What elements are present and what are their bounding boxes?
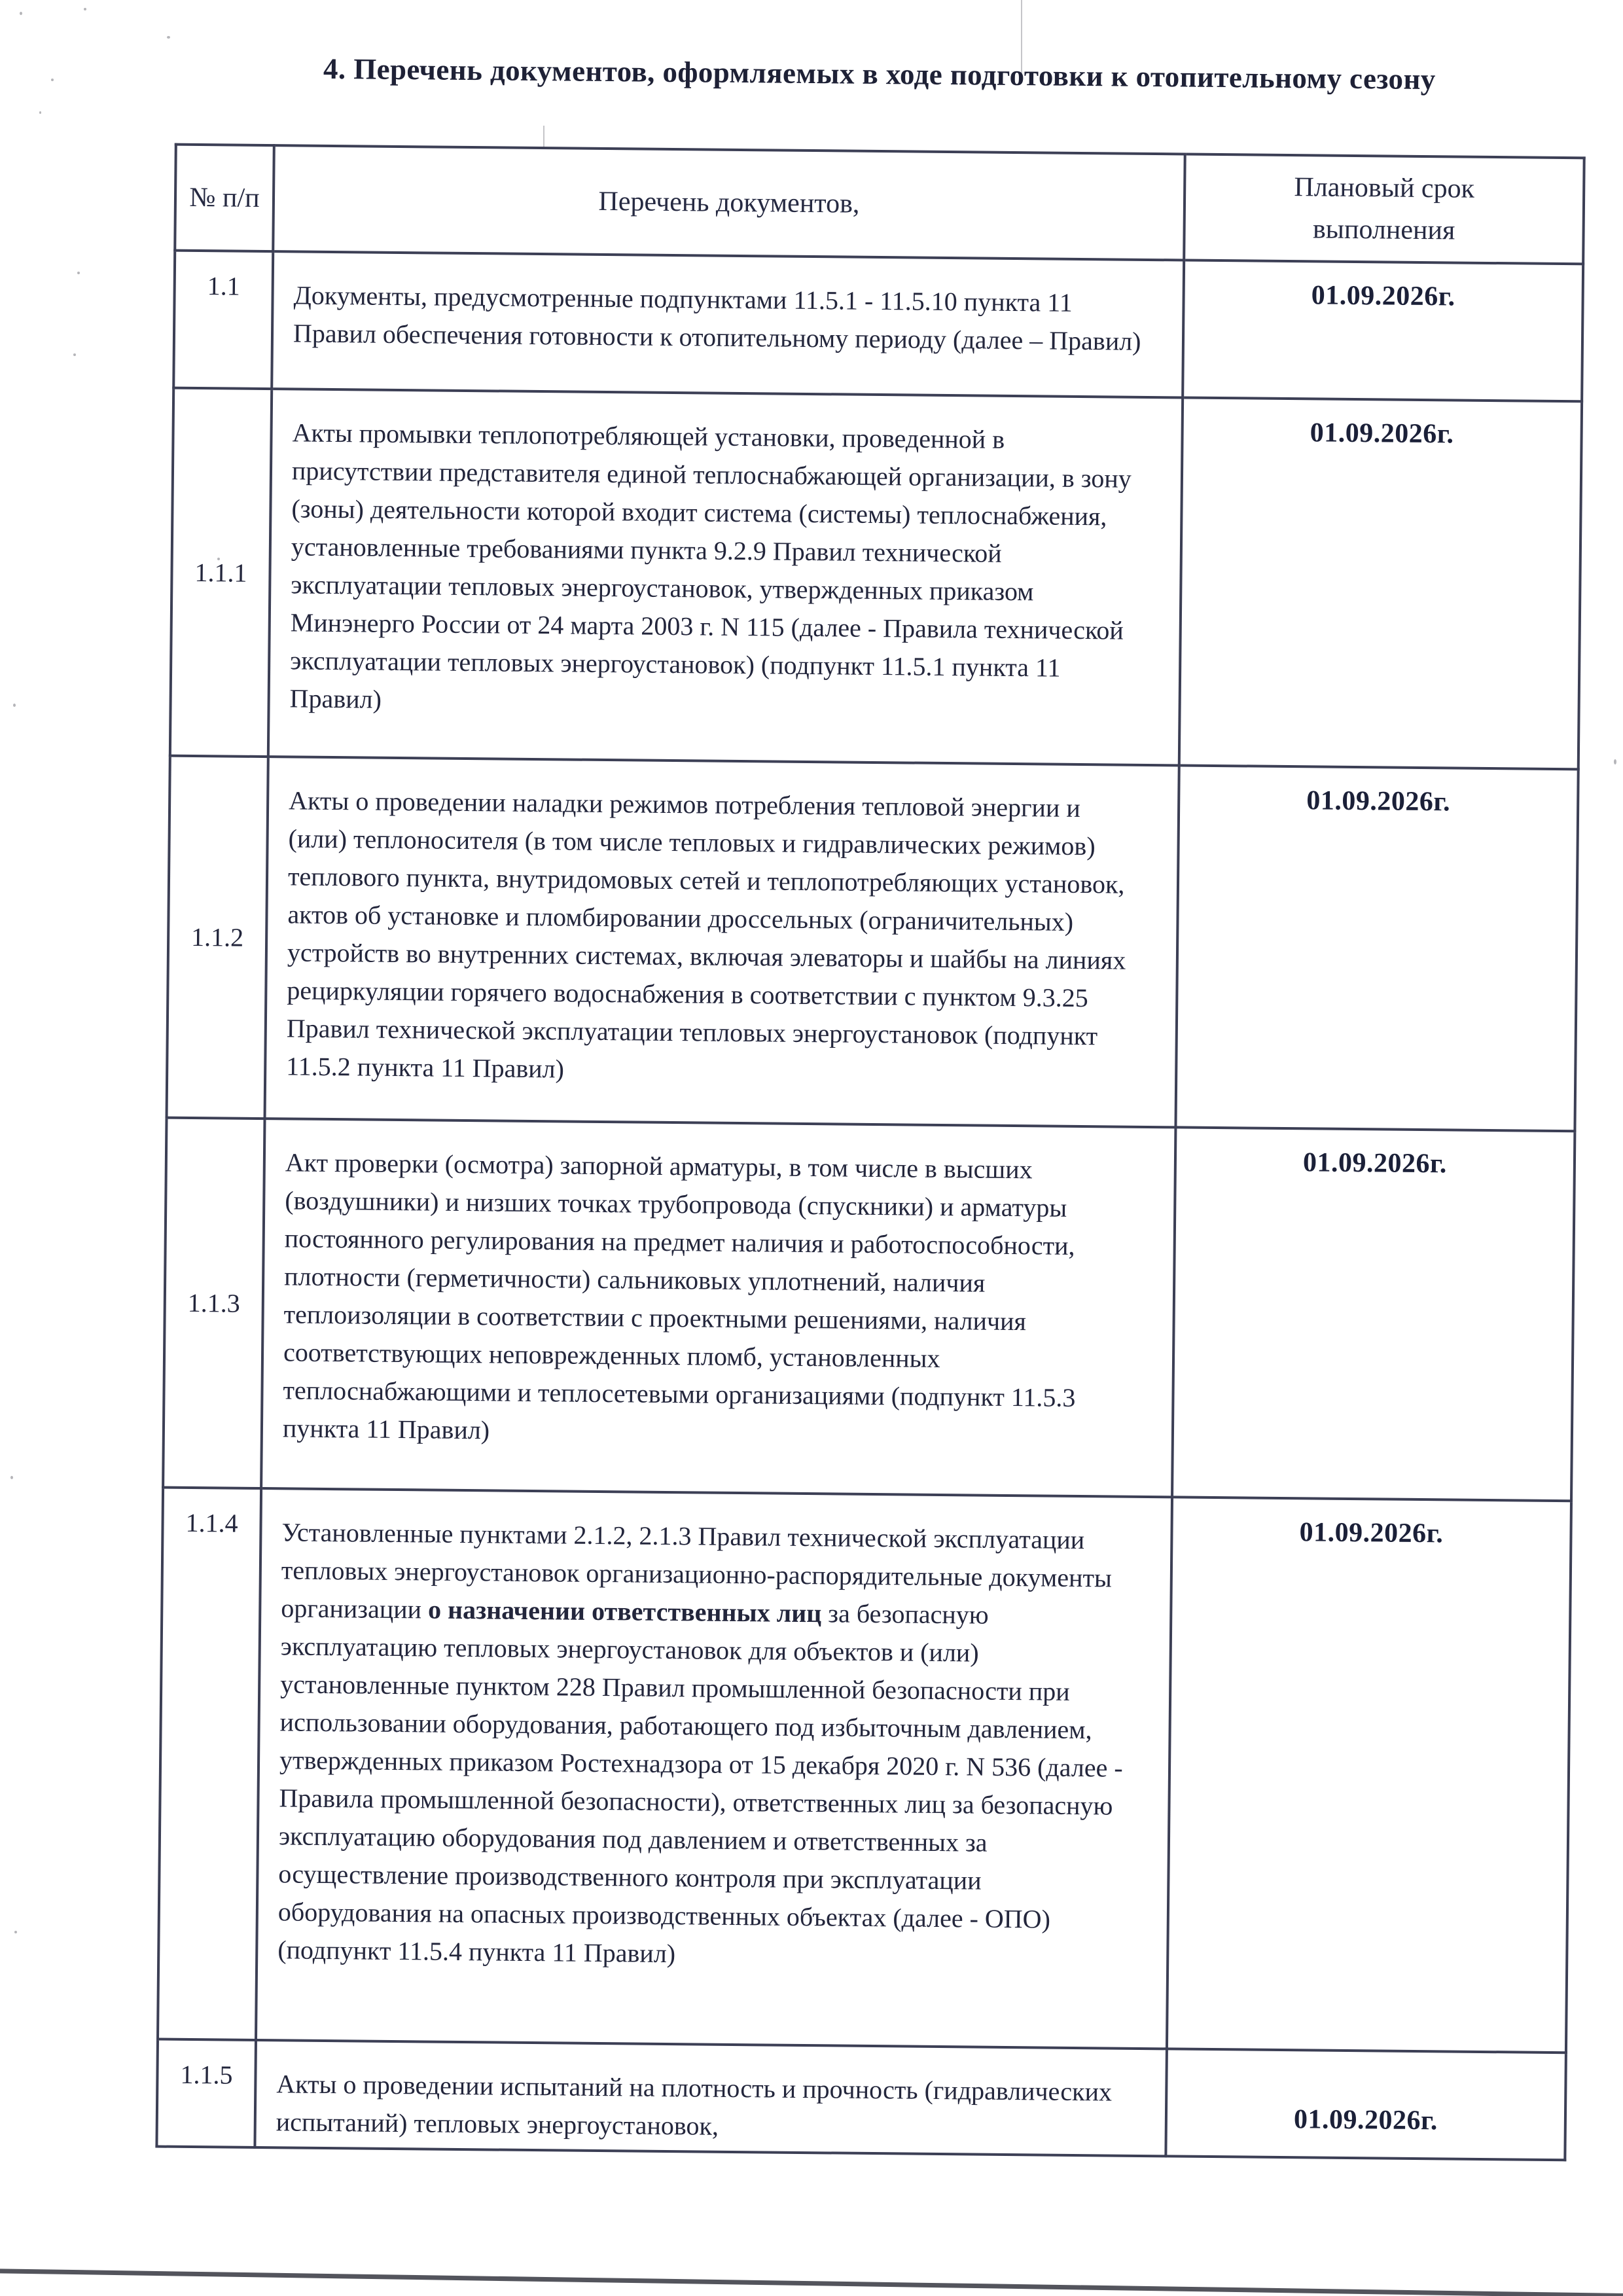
header-col-deadline <box>1184 154 1584 264</box>
documents-table <box>155 143 1585 2162</box>
row-text-cell: Акты о проведении наладки режимов потребления тепловой энергии и (или) теплоносителя (в том числе тепловых и гидравлических режимов) теплового пункта, внутридомовых сетей и теплопотребляющих установок, актов об установке и пломбировании дроссельных (ограничительных) устройств во внутренних системах, включая элеваторы и шайбы на линиях рециркуляции горячего водоснабжения в соответствии с пунктом 9.3.25 Правил технической эксплуатации тепловых энергоустановок (подпункт 11.5.2 пункта 11 Правил) <box>265 757 1179 1127</box>
table-header-row <box>175 145 1584 264</box>
row-number-cell: 1.1.1 <box>170 388 272 757</box>
row-date-cell: 01.09.2026г. <box>1166 2049 1566 2160</box>
row-number-cell: 1.1.5 <box>156 2039 256 2147</box>
table-row <box>163 1118 1575 1501</box>
row-text-cell <box>256 1488 1172 2049</box>
row-text-cell: Акт проверки (осмотра) запорной арматуры, в том числе в высших (воздушники) и низших точках трубопровода (спускники) и арматуры постоянного регулирования на предмет наличия и работоспособности, плотности (герметичности) сальниковых уплотнений, наличия теплоизоляции в соответствии с проектными решениями, наличия соответствующих неповрежденных пломб, установленных теплоснабжающими и теплосетевыми организациями (подпункт 11.5.3 пункта 11 Правил) <box>261 1119 1175 1497</box>
row-text-segment: Установленные пунктами 2.1.2, 2.1.3 Правил технической эксплуатации тепловых энергоустановок организационно-распорядительные документы организации <box>281 1517 1113 1624</box>
row-date-cell: 01.09.2026г. <box>1167 1497 1571 2053</box>
row-number-cell: 1.1.3 <box>163 1118 264 1488</box>
row-text-segment: за безопасную эксплуатацию тепловых энергоустановок для объектов и (или) установленные пунктом 228 Правил промышленной безопасности при использовании оборудования, работающего под избыточным давлением, утвержденных приказом Ростехнадзора от 15 декабря 2020 г. N 536 (далее - Правила промышленной безопасности), ответственных лиц за безопасную эксплуатацию оборудования под давлением и ответственных за осуществление производственного контроля при эксплуатации оборудования на опасных производственных объектах (далее - ОПО) (подпункт 11.5.4 пункта 11 Правил) <box>277 1598 1123 1969</box>
row-text-cell: Документы, предусмотренные подпунктами 11.5.1 - 11.5.10 пункта 11 Правил обеспечения готовности к отопительному периоду (далее – Правил) <box>272 251 1184 397</box>
table-row <box>173 251 1583 402</box>
page-title: 4. Перечень документов, оформляемых в ходе подготовки к отопительному сезону <box>323 52 1436 96</box>
row-number-cell: 1.1.4 <box>158 1488 261 2040</box>
row-date-cell: 01.09.2026г. <box>1172 1127 1575 1501</box>
header-col-documents: Перечень документов, <box>273 145 1185 260</box>
table-row <box>158 1488 1571 2053</box>
row-date-cell: 01.09.2026г. <box>1183 260 1583 401</box>
row-number-cell: 1.1.2 <box>167 756 268 1119</box>
row-text-bold-segment: о назначении ответственных лиц <box>427 1594 822 1628</box>
row-number-cell: 1.1 <box>173 251 273 389</box>
header-col-number: № п/п <box>175 145 274 251</box>
table-row <box>156 2039 1565 2161</box>
table-row <box>170 388 1582 770</box>
row-text-cell: Акты промывки теплопотребляющей установки, проведенной в присутствии представителя единой теплоснабжающей организации, в зону (зоны) деятельности которой входит система (системы) теплоснабжения, установленные требованиями пункта 9.2.9 Правил технической эксплуатации тепловых энергоустановок, утвержденных приказом Минэнерго России от 24 марта 2003 г. N 115 (далее - Правила технической эксплуатации тепловых энергоустановок) (подпункт 11.5.1 пункта 11 Правил) <box>268 389 1183 765</box>
page-edge-line <box>0 2269 1623 2296</box>
row-text-cell: Акты о проведении испытаний на плотность и прочность (гидравлических испытаний) тепловых энергоустановок, <box>255 2040 1167 2156</box>
header-deadline-text: Плановый срок выполнения <box>1294 172 1475 246</box>
row-date-cell: 01.09.2026г. <box>1175 765 1578 1131</box>
row-date-cell: 01.09.2026г. <box>1179 397 1582 769</box>
table-row <box>167 756 1578 1132</box>
